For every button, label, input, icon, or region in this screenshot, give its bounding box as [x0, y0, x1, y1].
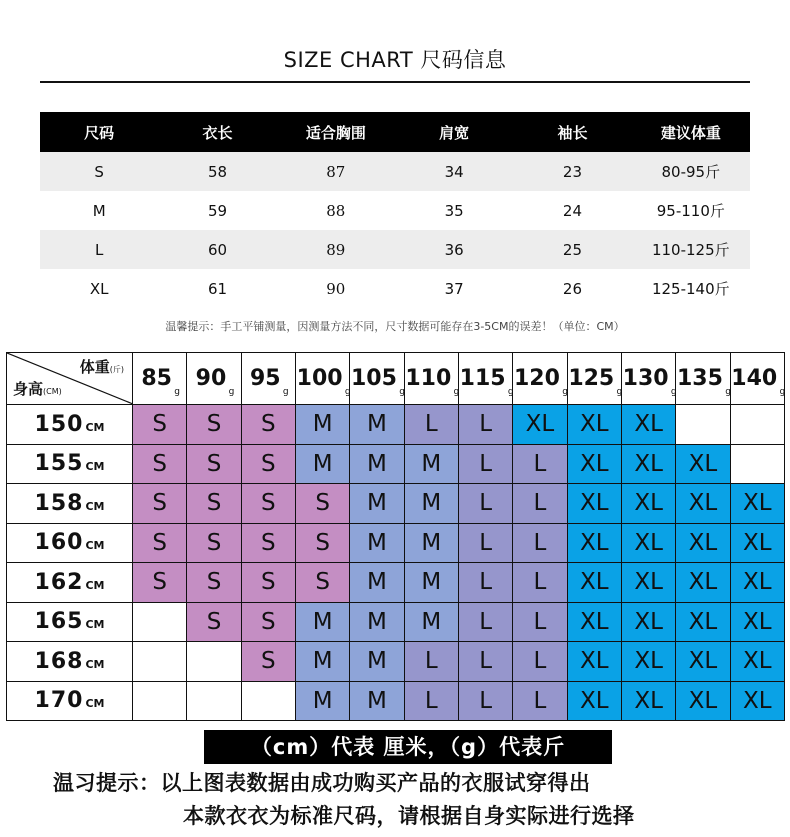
size-recommendation-cell: S [241, 405, 295, 445]
size-cell: 58 [158, 152, 276, 191]
size-recommendation-cell [241, 681, 295, 721]
size-recommendation-cell: M [350, 602, 404, 642]
weight-value: 110 [405, 366, 452, 391]
weight-value: 120 [513, 366, 560, 391]
size-recommendation-cell: XL [730, 642, 784, 682]
height-unit: CM [85, 499, 105, 513]
size-recommendation-cell: XL [621, 563, 675, 603]
size-recommendation-cell: L [458, 642, 512, 682]
height-label-cell [7, 681, 133, 721]
weight-unit: g [174, 387, 180, 397]
size-cell: 61 [207, 279, 228, 298]
size-recommendation-cell: S [133, 444, 187, 484]
size-cell: S [40, 152, 158, 191]
weight-header-cell [187, 353, 241, 405]
size-recommendation-cell: L [404, 405, 458, 445]
weight-value: 90 [195, 366, 227, 391]
weight-value: 85 [141, 366, 172, 391]
height-unit: CM [85, 578, 105, 592]
size-recommendation-cell: S [187, 602, 241, 642]
grid-row [7, 563, 785, 603]
weight-value: 140 [731, 366, 778, 391]
size-recommendation-cell: XL [676, 602, 730, 642]
height-value: 165 [34, 609, 84, 635]
size-cell: 36 [395, 230, 513, 269]
size-measurement-table [40, 112, 750, 308]
grid-row [7, 602, 785, 642]
size-recommendation-cell [730, 444, 784, 484]
size-cell: 35 [444, 201, 464, 220]
size-recommendation-cell: S [241, 642, 295, 682]
size-recommendation-cell: L [404, 681, 458, 721]
header-size: 尺码 [40, 112, 158, 152]
size-recommendation-cell [133, 642, 187, 682]
size-cell: 23 [513, 152, 631, 191]
size-recommendation-cell [730, 405, 784, 445]
size-recommendation-cell: M [350, 405, 404, 445]
size-recommendation-cell: M [350, 563, 404, 603]
size-cell: 60 [158, 230, 276, 269]
weight-header-cell [241, 353, 295, 405]
size-recommendation-cell: L [458, 523, 512, 563]
size-recommendation-cell: XL [567, 563, 621, 603]
size-recommendation-cell [133, 602, 187, 642]
weight-unit: g [228, 387, 235, 397]
height-value: 160 [34, 530, 84, 556]
grid-corner-cell [7, 353, 133, 405]
height-label-cell [7, 563, 133, 603]
size-recommendation-cell: XL [730, 523, 784, 563]
size-cell: 26 [562, 279, 583, 298]
weight-header-cell [133, 353, 187, 405]
size-recommendation-cell: XL [676, 444, 730, 484]
size-recommendation-cell: XL [513, 405, 567, 445]
size-recommendation-cell [133, 681, 187, 721]
size-recommendation-cell: M [404, 563, 458, 603]
fitting-tip-line-2: 本款衣衣为标准尺码，请根据自身实际进行选择 [183, 804, 635, 828]
height-unit: CM [85, 460, 105, 474]
size-recommendation-cell: XL [621, 444, 675, 484]
size-recommendation-cell: XL [676, 563, 730, 603]
size-recommendation-cell: L [513, 681, 567, 721]
size-recommendation-cell: M [404, 444, 458, 484]
size-cell: 24 [562, 201, 583, 220]
weight-unit: g [399, 387, 405, 397]
size-row [40, 230, 750, 269]
weight-header-cell [458, 353, 512, 405]
size-recommendation-cell: M [295, 444, 349, 484]
corner-weight-label: 体重(斤) [79, 358, 124, 376]
weight-value: 105 [351, 366, 397, 391]
size-recommendation-cell: L [458, 405, 512, 445]
size-recommendation-cell: XL [676, 484, 730, 524]
size-recommendation-cell: S [133, 405, 187, 445]
size-recommendation-cell: L [513, 563, 567, 603]
weight-header-cell [567, 353, 621, 405]
height-value: 168 [34, 648, 84, 674]
size-recommendation-cell: XL [730, 602, 784, 642]
size-recommendation-cell: M [295, 602, 349, 642]
size-recommendation-cell: L [458, 484, 512, 524]
size-recommendation-cell: XL [621, 405, 675, 445]
size-cell: 90 [326, 279, 346, 298]
weight-header-cell [404, 353, 458, 405]
header-chest: 适合胸围 [277, 112, 395, 152]
size-recommendation-cell: S [295, 563, 349, 603]
size-recommendation-cell: XL [567, 444, 621, 484]
size-cell: 25 [513, 230, 631, 269]
weight-unit: g [616, 387, 623, 397]
header-sleeve: 袖长 [513, 112, 631, 152]
size-recommendation-cell: L [458, 681, 512, 721]
size-recommendation-cell: S [133, 523, 187, 563]
weight-header-cell [513, 353, 567, 405]
size-recommendation-cell: M [404, 484, 458, 524]
size-recommendation-cell: L [513, 642, 567, 682]
size-recommendation-cell: S [241, 563, 295, 603]
size-recommendation-cell: M [350, 523, 404, 563]
unit-legend-banner: （cm）代表 厘米，（g）代表斤 [204, 730, 612, 764]
grid-header-row [7, 353, 785, 405]
weight-unit: g [725, 387, 731, 397]
size-recommendation-cell: XL [567, 484, 621, 524]
height-value: 162 [34, 569, 84, 595]
size-recommendation-cell: L [513, 484, 567, 524]
size-recommendation-cell [187, 681, 241, 721]
height-label-cell [7, 405, 133, 445]
weight-value: 125 [568, 366, 615, 391]
height-weight-size-grid [6, 352, 785, 721]
size-recommendation-cell: S [295, 523, 349, 563]
size-recommendation-cell: XL [730, 563, 784, 603]
size-recommendation-cell [676, 405, 730, 445]
size-recommendation-cell: L [458, 602, 512, 642]
size-recommendation-cell: L [458, 563, 512, 603]
size-table-header-row [40, 112, 750, 152]
weight-unit: g [453, 387, 460, 397]
size-recommendation-cell: S [187, 405, 241, 445]
size-recommendation-cell: M [350, 681, 404, 721]
title-divider [40, 81, 750, 83]
weight-header-cell [730, 353, 784, 405]
height-unit: CM [85, 657, 105, 671]
height-value: 155 [34, 451, 84, 477]
weight-unit: g [670, 387, 677, 397]
size-recommendation-cell: S [295, 484, 349, 524]
height-unit: CM [85, 697, 105, 711]
size-recommendation-cell: S [241, 602, 295, 642]
grid-row [7, 642, 785, 682]
height-value: 158 [34, 490, 84, 516]
height-label-cell [7, 642, 133, 682]
size-recommendation-cell: L [404, 642, 458, 682]
height-value: 150 [34, 411, 84, 437]
size-row [40, 191, 750, 230]
size-row [40, 269, 750, 308]
height-label-cell [7, 523, 133, 563]
weight-value: 115 [459, 366, 506, 391]
size-recommendation-cell: M [295, 681, 349, 721]
height-unit: CM [85, 420, 105, 434]
weight-unit: g [282, 387, 289, 397]
header-length: 衣长 [158, 112, 276, 152]
weight-unit: g [779, 387, 786, 397]
size-recommendation-cell: XL [621, 523, 675, 563]
weight-unit: g [344, 387, 351, 397]
measurement-note: 温馨提示：手工平铺测量，因测量方法不同，尺寸数据可能存在3-5CM的误差！（单位：CM） [165, 320, 625, 333]
size-recommendation-cell: XL [676, 642, 730, 682]
height-value: 170 [34, 688, 84, 714]
size-recommendation-cell: XL [567, 523, 621, 563]
header-weight: 建议体重 [632, 112, 750, 152]
size-recommendation-cell: L [458, 444, 512, 484]
grid-row [7, 523, 785, 563]
size-cell: L [40, 230, 158, 269]
fitting-tip-line-1: 温习提示：以上图表数据由成功购买产品的衣服试穿得出 [53, 771, 591, 795]
weight-header-cell [676, 353, 730, 405]
weight-header-cell [350, 353, 404, 405]
weight-value: 95 [250, 366, 281, 391]
size-cell: 89 [277, 230, 395, 269]
size-cell: 34 [395, 152, 513, 191]
size-recommendation-cell: S [187, 484, 241, 524]
height-label-cell [7, 444, 133, 484]
size-recommendation-cell: S [187, 523, 241, 563]
size-cell: 37 [444, 279, 464, 298]
size-recommendation-cell: S [241, 444, 295, 484]
size-recommendation-cell: XL [567, 602, 621, 642]
size-recommendation-cell: L [513, 523, 567, 563]
weight-header-cell [295, 353, 349, 405]
weight-value: 130 [622, 366, 669, 391]
size-recommendation-cell: S [241, 523, 295, 563]
size-row [40, 152, 750, 191]
size-recommendation-cell: XL [567, 681, 621, 721]
size-recommendation-cell: M [295, 405, 349, 445]
size-recommendation-cell: M [404, 523, 458, 563]
weight-unit: g [507, 387, 514, 397]
height-label-cell [7, 484, 133, 524]
size-recommendation-cell: M [350, 484, 404, 524]
size-cell: 80-95斤 [632, 152, 750, 191]
height-unit: CM [85, 618, 105, 632]
page-title: SIZE CHART 尺码信息 [283, 48, 507, 72]
size-cell: 88 [326, 201, 346, 220]
height-label-cell [7, 602, 133, 642]
size-recommendation-cell: S [241, 484, 295, 524]
size-recommendation-cell: S [133, 563, 187, 603]
weight-header-cell [621, 353, 675, 405]
size-recommendation-cell: XL [730, 681, 784, 721]
weight-unit: g [562, 387, 568, 397]
size-recommendation-cell: XL [621, 681, 675, 721]
size-recommendation-cell: S [133, 484, 187, 524]
size-cell: 110-125斤 [632, 230, 750, 269]
size-recommendation-cell: S [187, 563, 241, 603]
size-recommendation-cell: XL [676, 681, 730, 721]
grid-row [7, 681, 785, 721]
size-recommendation-cell: XL [676, 523, 730, 563]
size-recommendation-cell: L [513, 602, 567, 642]
grid-row [7, 484, 785, 524]
size-recommendation-cell: M [350, 642, 404, 682]
size-recommendation-cell: L [513, 444, 567, 484]
size-recommendation-cell: M [350, 444, 404, 484]
size-recommendation-cell: XL [621, 642, 675, 682]
corner-height-label: 身高(CM) [13, 380, 62, 398]
size-recommendation-cell: XL [730, 484, 784, 524]
size-recommendation-cell: XL [621, 484, 675, 524]
size-recommendation-cell: S [187, 444, 241, 484]
size-recommendation-cell [187, 642, 241, 682]
size-cell: 95-110斤 [656, 202, 725, 220]
size-recommendation-cell: XL [567, 405, 621, 445]
header-shoulder: 肩宽 [395, 112, 513, 152]
grid-row [7, 405, 785, 445]
weight-value: 100 [296, 366, 343, 391]
size-recommendation-cell: XL [621, 602, 675, 642]
grid-row [7, 444, 785, 484]
size-recommendation-cell: M [404, 602, 458, 642]
size-cell: 59 [207, 201, 228, 220]
height-unit: CM [85, 539, 105, 553]
size-recommendation-cell: M [295, 642, 349, 682]
size-cell: 125-140斤 [651, 280, 730, 298]
size-cell: M [92, 201, 106, 220]
size-cell: 87 [277, 152, 395, 191]
size-recommendation-cell: XL [567, 642, 621, 682]
weight-value: 135 [676, 366, 723, 391]
size-cell: XL [89, 279, 109, 298]
